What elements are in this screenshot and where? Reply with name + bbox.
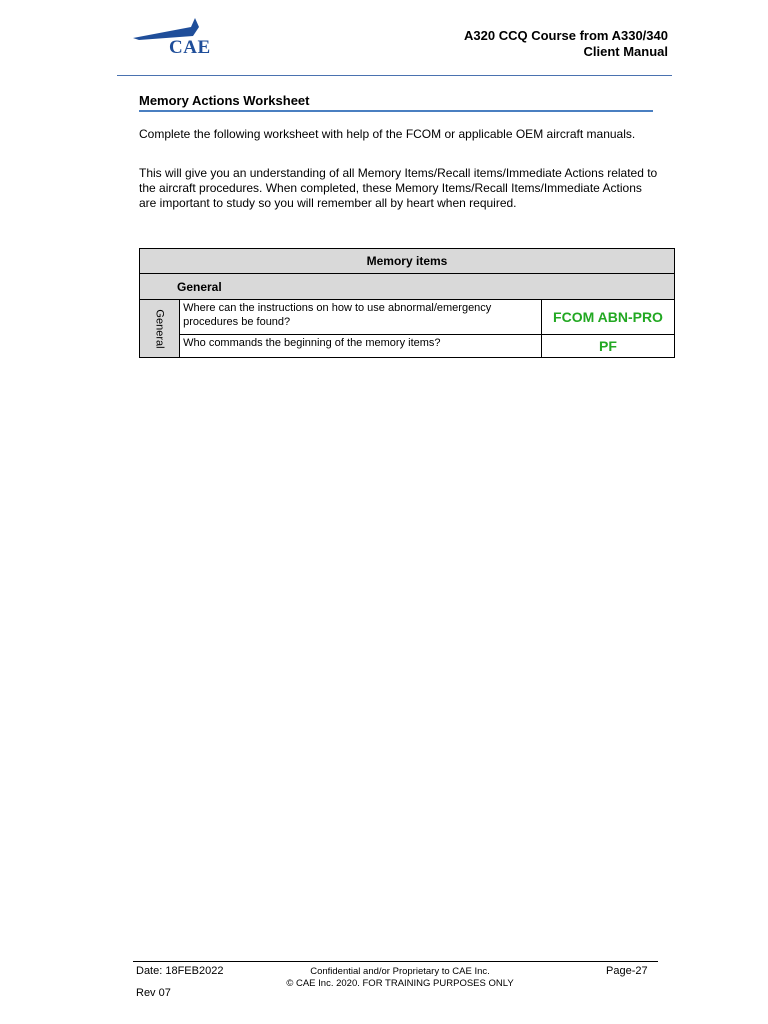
answer-cell: PF: [542, 335, 675, 358]
header-divider: [117, 75, 672, 76]
footer-copyright-line: © CAE Inc. 2020. FOR TRAINING PURPOSES ONLY: [286, 978, 514, 989]
question-cell: Who commands the beginning of the memory items?: [180, 335, 542, 358]
footer-revision: Rev 07: [136, 987, 171, 999]
table-row: [140, 335, 675, 358]
intro-paragraph-2: This will give you an understanding of all Memory Items/Recall items/Immediate Actions related to the aircraft procedures. When completed, these Memory Items/Recall Items/Immediate Actions are important to study so you will remember all by heart when required.: [139, 166, 658, 210]
footer-date: Date: 18FEB2022: [136, 965, 224, 977]
side-label-cell: [140, 300, 180, 358]
document-title-line1: A320 CCQ Course from A330/340: [464, 28, 668, 43]
intro-paragraph-1: Complete the following worksheet with help of the FCOM or applicable OEM aircraft manuals.: [139, 127, 636, 141]
footer-divider: [133, 961, 658, 962]
cae-logo: [133, 16, 213, 58]
section-underline: [139, 110, 653, 112]
answer-cell: FCOM ABN-PRO: [542, 300, 675, 335]
footer-page-number: Page-27: [606, 965, 648, 977]
memory-items-table: [139, 248, 675, 358]
side-label: General: [153, 308, 166, 349]
document-title-line2: Client Manual: [583, 44, 668, 59]
table-subheader: General: [140, 274, 675, 300]
table-row: [140, 300, 675, 335]
logo-text: CAE: [169, 37, 211, 58]
footer-confidentiality-line1: Confidential and/or Proprietary to CAE Inc.: [310, 966, 490, 977]
footer-confidentiality: [250, 966, 550, 990]
document-title: [464, 28, 668, 60]
section-title: Memory Actions Worksheet: [139, 93, 310, 108]
table-header: Memory items: [140, 249, 675, 274]
question-cell: Where can the instructions on how to use abnormal/emergency procedures be found?: [180, 300, 542, 335]
